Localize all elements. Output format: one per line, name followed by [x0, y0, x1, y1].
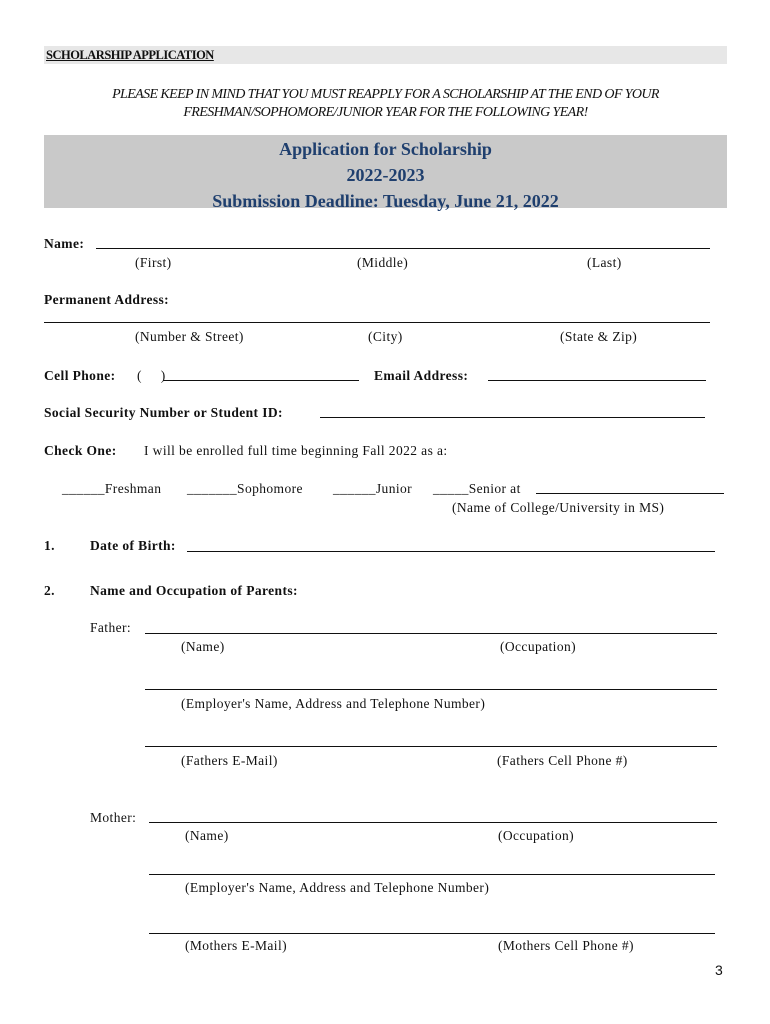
cell-phone-label: Cell Phone: [44, 368, 116, 383]
dob-label: Date of Birth: [90, 538, 176, 553]
reapply-notice [44, 86, 727, 122]
address-sub-city: (City) [368, 329, 403, 344]
name-field[interactable] [96, 248, 710, 249]
dob-field[interactable] [187, 551, 715, 552]
section-title: SCHOLARSHIP APPLICATION [46, 48, 214, 62]
check-one-label: Check One: [44, 443, 117, 458]
q1-number: 1. [44, 538, 55, 553]
mother-sub-name: (Name) [185, 828, 229, 843]
college-sub: (Name of College/University in MS) [452, 500, 665, 515]
notice-line-1: PLEASE KEEP IN MIND THAT YOU MUST REAPPLY FOR A SCHOLARSHIP AT THE END OF YOUR [112, 87, 659, 102]
option-freshman[interactable]: ______Freshman [62, 481, 162, 496]
college-name-field[interactable] [536, 493, 724, 494]
ssn-label: Social Security Number or Student ID: [44, 405, 283, 420]
mother-sub-employer: (Employer's Name, Address and Telephone Number) [185, 880, 490, 895]
q2-number: 2. [44, 583, 55, 598]
section-header-bar [44, 46, 727, 64]
notice-line-2: FRESHMAN/SOPHOMORE/JUNIOR YEAR FOR THE FOLLOWING YEAR! [183, 105, 588, 120]
mother-sub-occupation: (Occupation) [498, 828, 575, 843]
name-label: Name: [44, 236, 85, 251]
banner-year: 2022-2023 [346, 165, 425, 185]
email-label: Email Address: [374, 368, 469, 383]
father-name-field[interactable] [145, 633, 717, 634]
father-sub-name: (Name) [181, 639, 225, 654]
name-sub-middle: (Middle) [357, 255, 409, 270]
address-label: Permanent Address: [44, 292, 170, 307]
page-number: 3 [715, 962, 723, 978]
title-banner [44, 135, 727, 211]
father-sub-phone: (Fathers Cell Phone #) [497, 753, 628, 768]
banner-title: Application for Scholarship [279, 139, 492, 159]
option-junior[interactable]: ______Junior [333, 481, 413, 496]
option-sophomore[interactable]: _______Sophomore [187, 481, 303, 496]
father-sub-employer: (Employer's Name, Address and Telephone Number) [181, 696, 486, 711]
mother-name-field[interactable] [149, 822, 717, 823]
parents-label: Name and Occupation of Parents: [90, 583, 298, 598]
area-code-paren: ( ) [137, 368, 166, 383]
address-sub-state: (State & Zip) [560, 329, 638, 344]
father-sub-email: (Fathers E-Mail) [181, 753, 278, 768]
enrollment-text: I will be enrolled full time beginning Fall 2022 as a: [144, 443, 448, 458]
mother-label: Mother: [90, 810, 137, 825]
banner-deadline: Submission Deadline: Tuesday, June 21, 2022 [212, 191, 559, 211]
address-field[interactable] [44, 322, 710, 323]
name-sub-first: (First) [135, 255, 172, 270]
address-sub-street: (Number & Street) [135, 329, 244, 344]
mother-employer-field[interactable] [149, 874, 715, 875]
father-employer-field[interactable] [145, 689, 717, 690]
ssn-field[interactable] [320, 417, 705, 418]
cell-phone-field[interactable] [163, 380, 359, 381]
mother-sub-phone: (Mothers Cell Phone #) [498, 938, 634, 953]
father-label: Father: [90, 620, 132, 635]
father-sub-occupation: (Occupation) [500, 639, 577, 654]
father-contact-field[interactable] [145, 746, 717, 747]
name-sub-last: (Last) [587, 255, 622, 270]
mother-contact-field[interactable] [149, 933, 715, 934]
email-field[interactable] [488, 380, 706, 381]
option-senior[interactable]: _____Senior at [433, 481, 521, 496]
mother-sub-email: (Mothers E-Mail) [185, 938, 288, 953]
